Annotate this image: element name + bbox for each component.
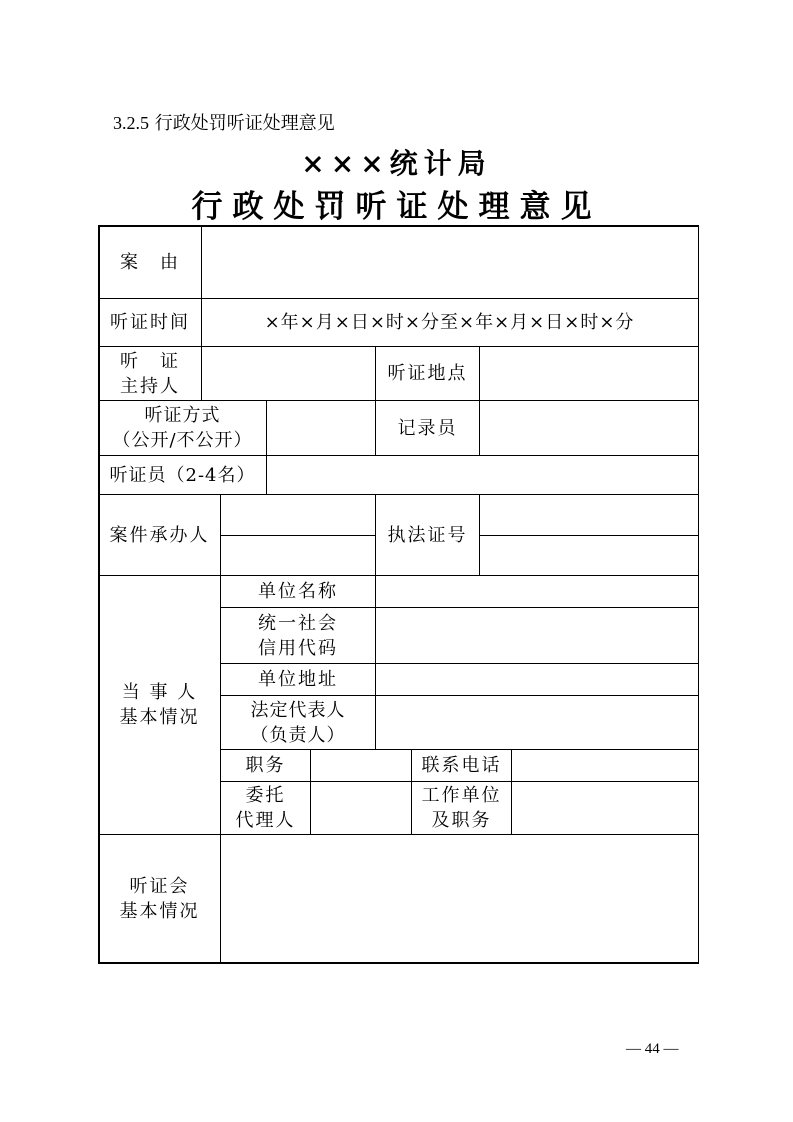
handler-field-2[interactable] (221, 536, 375, 575)
workplace-field[interactable] (512, 782, 697, 834)
agent-field[interactable] (311, 782, 411, 834)
hearing-info-label: 听证会 基本情况 (119, 875, 200, 922)
unit-address-label: 单位地址 (258, 669, 338, 690)
section-title: 行政处罚听证处理意见 (154, 113, 335, 134)
section-number: 3.2.5 (113, 113, 149, 133)
method-field[interactable] (267, 401, 375, 455)
license-field-1[interactable] (480, 495, 697, 535)
host-field[interactable] (202, 347, 375, 400)
hearers-field[interactable] (267, 456, 697, 494)
location-field[interactable] (480, 347, 697, 400)
hearing-time-label: 听证时间 (110, 312, 190, 333)
legal-rep-label: 法定代表人 （负责人） (250, 699, 346, 746)
document-title: 行政处罚听证处理意见 (191, 189, 602, 225)
table-border-right (698, 225, 700, 964)
location-label: 听证地点 (387, 363, 468, 384)
agent-label: 委托 代理人 (235, 785, 296, 831)
page-number: — 44 — (626, 1041, 679, 1057)
workplace-label: 工作单位 及职务 (421, 785, 502, 831)
section-heading (113, 110, 335, 137)
hearing-info-field[interactable] (221, 835, 697, 962)
hearing-time-field[interactable]: ×年×月×日×时×分至×年×月×日×时×分 (264, 312, 635, 333)
table-border-bottom (98, 962, 699, 964)
recorder-label: 记录员 (397, 417, 458, 439)
unit-address-field[interactable] (376, 664, 697, 695)
method-label: 听证方式 （公开/不公开） (112, 405, 253, 451)
agency-title: ×××统计局 (301, 147, 492, 180)
phone-label: 联系电话 (421, 755, 502, 776)
license-field-2[interactable] (480, 536, 697, 575)
hearers-label: 听证员（2-4名） (109, 464, 256, 486)
credit-code-label: 统一社会 信用代码 (258, 612, 338, 659)
position-label: 职务 (245, 755, 286, 776)
unit-name-field[interactable] (376, 576, 697, 607)
handler-field-1[interactable] (221, 495, 375, 535)
credit-code-field[interactable] (376, 608, 697, 663)
license-label: 执法证号 (387, 524, 468, 546)
case-reason-field[interactable] (202, 226, 697, 298)
host-label: 听 证 主持人 (120, 350, 180, 397)
position-field[interactable] (311, 750, 411, 781)
party-info-label: 当 事 人 基本情况 (119, 682, 200, 728)
phone-field[interactable] (512, 750, 697, 781)
unit-name-label: 单位名称 (258, 581, 338, 602)
legal-rep-field[interactable] (376, 696, 697, 749)
recorder-field[interactable] (480, 401, 697, 455)
case-reason-label: 案 由 (120, 251, 180, 273)
handler-label: 案件承办人 (109, 524, 210, 546)
